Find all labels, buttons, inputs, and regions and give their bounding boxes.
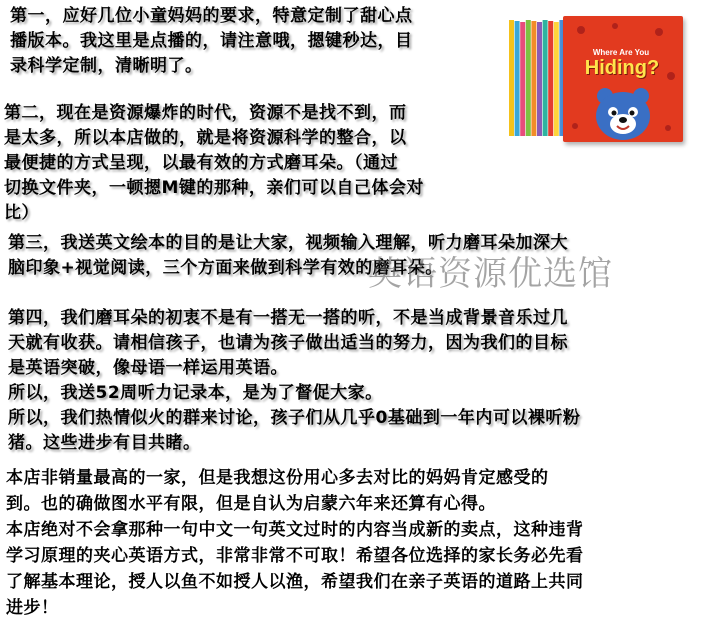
book-spine [520,22,525,136]
book-spine [548,21,553,136]
paragraph-third: 第三，我送英文绘本的目的是让大家，视频输入理解，听力磨耳朵加深大 脑印象+视觉阅读，三个方面来做到科学有效的磨耳朵。 [8,233,568,278]
book-cover-title: Hiding? [584,57,660,79]
product-image [503,10,689,150]
book-spine [554,22,559,136]
paragraph-fourth: 第四，我们磨耳朵的初衷不是有一搭无一搭的听，不是当成背景音乐过几 天就有收获。请相信孩子，也请为孩子做出适当的努力，因为我们的目标 是英语突破，像母语一样运用英语。 [8,308,568,378]
book-spine [509,20,514,136]
book-cover [563,16,683,142]
paragraph-first: 第一，应好几位小童妈妈的要求，特意定制了甜心点 播版本。我这里是点播的，请注意哦，摁键秒达，目 录科学定制，清晰明了。 [10,6,413,76]
watermark-text: 英语资源优选馆 [368,254,613,294]
book-spine [537,22,542,136]
paragraph-group-discussion: 所以，我们热情似火的群来讨论，孩子们从几乎0基础到一年内可以裸听粉 猪。这些进步有目共睹。 [8,408,581,453]
paragraph-store-statement: 本店非销量最高的一家，但是我想这份用心多去对比的妈妈肯定感受的 到。也的确做图水平有限，但是自认为启蒙六年来还算有心得。 本店绝对不会拿那种一句中文一句英文过时的内容当成新的卖点，这种违背 学习原理的夹心英语方式，非常非常不可取！希望各位选择的家长务必先看 了解基本理论，授人以鱼不如授人以渔，希望我们在亲子英语的道路上共同 进步！ [6,468,584,618]
book-spine [543,20,548,136]
book-spine [515,21,520,136]
book-cover-subtitle: Where Are You [592,48,650,57]
paragraph-second: 第二，现在是资源爆炸的时代，资源不是找不到，而 是太多，所以本店做的，就是将资源科学的整合，以 最便捷的方式呈现，以最有效的方式磨耳朵。（通过 切换文件夹，一顿摁M键的那种，亲们可以自己体会对 比） [4,103,424,223]
paragraph-record-book: 所以，我送52周听力记录本，是为了督促大家。 [8,383,383,403]
book-spine [526,20,531,136]
book-spine [531,21,536,136]
